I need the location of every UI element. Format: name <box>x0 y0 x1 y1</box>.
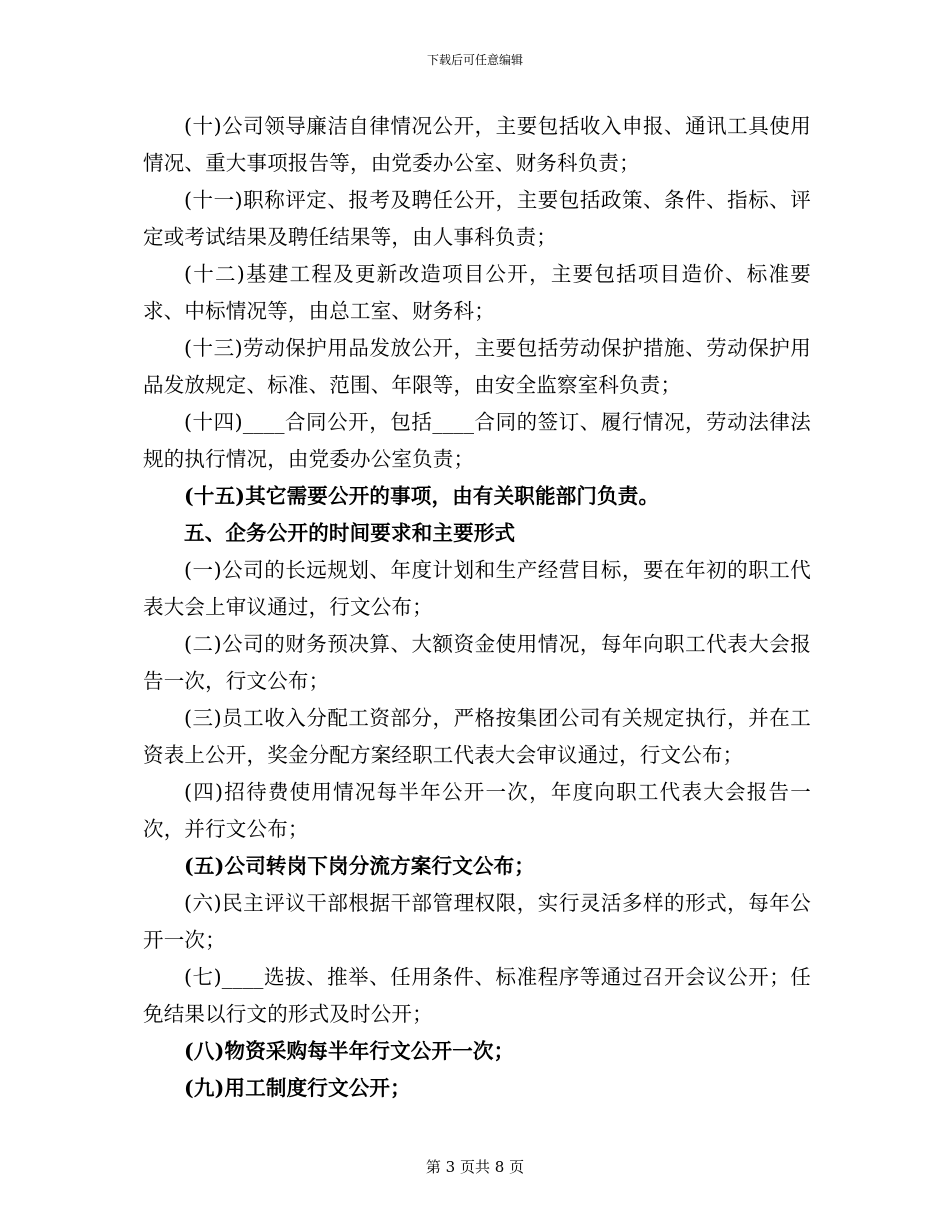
page-footer: 第 3 页共 8 页 <box>425 1158 525 1176</box>
paragraph-13: (十三)劳动保护用品发放公开，主要包括劳动保护措施、劳动保护用品发放规定、标准、范围、年限等，由安全监察室科负责； <box>143 336 811 397</box>
document-body <box>143 108 811 1107</box>
section-heading-5: 五、企务公开的时间要求和主要形式 <box>184 521 516 545</box>
paragraph-s5-5: (五)公司转岗下岗分流方案行文公布； <box>184 854 535 878</box>
paragraph-15: (十五)其它需要公开的事项，由有关职能部门负责。 <box>184 484 660 508</box>
paragraph-s5-9: (九)用工制度行文公开； <box>184 1076 411 1100</box>
paragraph-11: (十一)职称评定、报考及聘任公开，主要包括政策、条件、指标、评定或考试结果及聘任结果等，由人事科负责； <box>143 188 811 249</box>
paragraph-s5-2: (二)公司的财务预决算、大额资金使用情况，每年向职工代表大会报告一次，行文公布； <box>143 632 811 693</box>
paragraph-10: (十)公司领导廉洁自律情况公开，主要包括收入申报、通讯工具使用情况、重大事项报告等，由党委办公室、财务科负责； <box>143 114 811 175</box>
paragraph-s5-3: (三)员工收入分配工资部分，严格按集团公司有关规定执行，并在工资表上公开，奖金分配方案经职工代表大会审议通过，行文公布； <box>143 706 811 767</box>
paragraph-s5-7: (七)____选拔、推举、任用条件、标准程序等通过召开会议公开；任免结果以行文的形式及时公开； <box>143 965 811 1026</box>
paragraph-s5-4: (四)招待费使用情况每半年公开一次，年度向职工代表大会报告一次，并行文公布； <box>143 780 811 841</box>
page-header: 下载后可任意编辑 <box>426 53 523 67</box>
paragraph-14: (十四)____合同公开，包括____合同的签订、履行情况，劳动法律法规的执行情况，由党委办公室负责； <box>143 410 811 471</box>
paragraph-12: (十二)基建工程及更新改造项目公开，主要包括项目造价、标准要求、中标情况等，由总工室、财务科； <box>143 262 811 323</box>
paragraph-s5-6: (六)民主评议干部根据干部管理权限，实行灵活多样的形式，每年公开一次； <box>143 891 811 952</box>
paragraph-s5-8: (八)物资采购每半年行文公开一次； <box>184 1039 515 1063</box>
paragraph-s5-1: (一)公司的长远规划、年度计划和生产经营目标，要在年初的职工代表大会上审议通过，行文公布； <box>143 558 811 619</box>
